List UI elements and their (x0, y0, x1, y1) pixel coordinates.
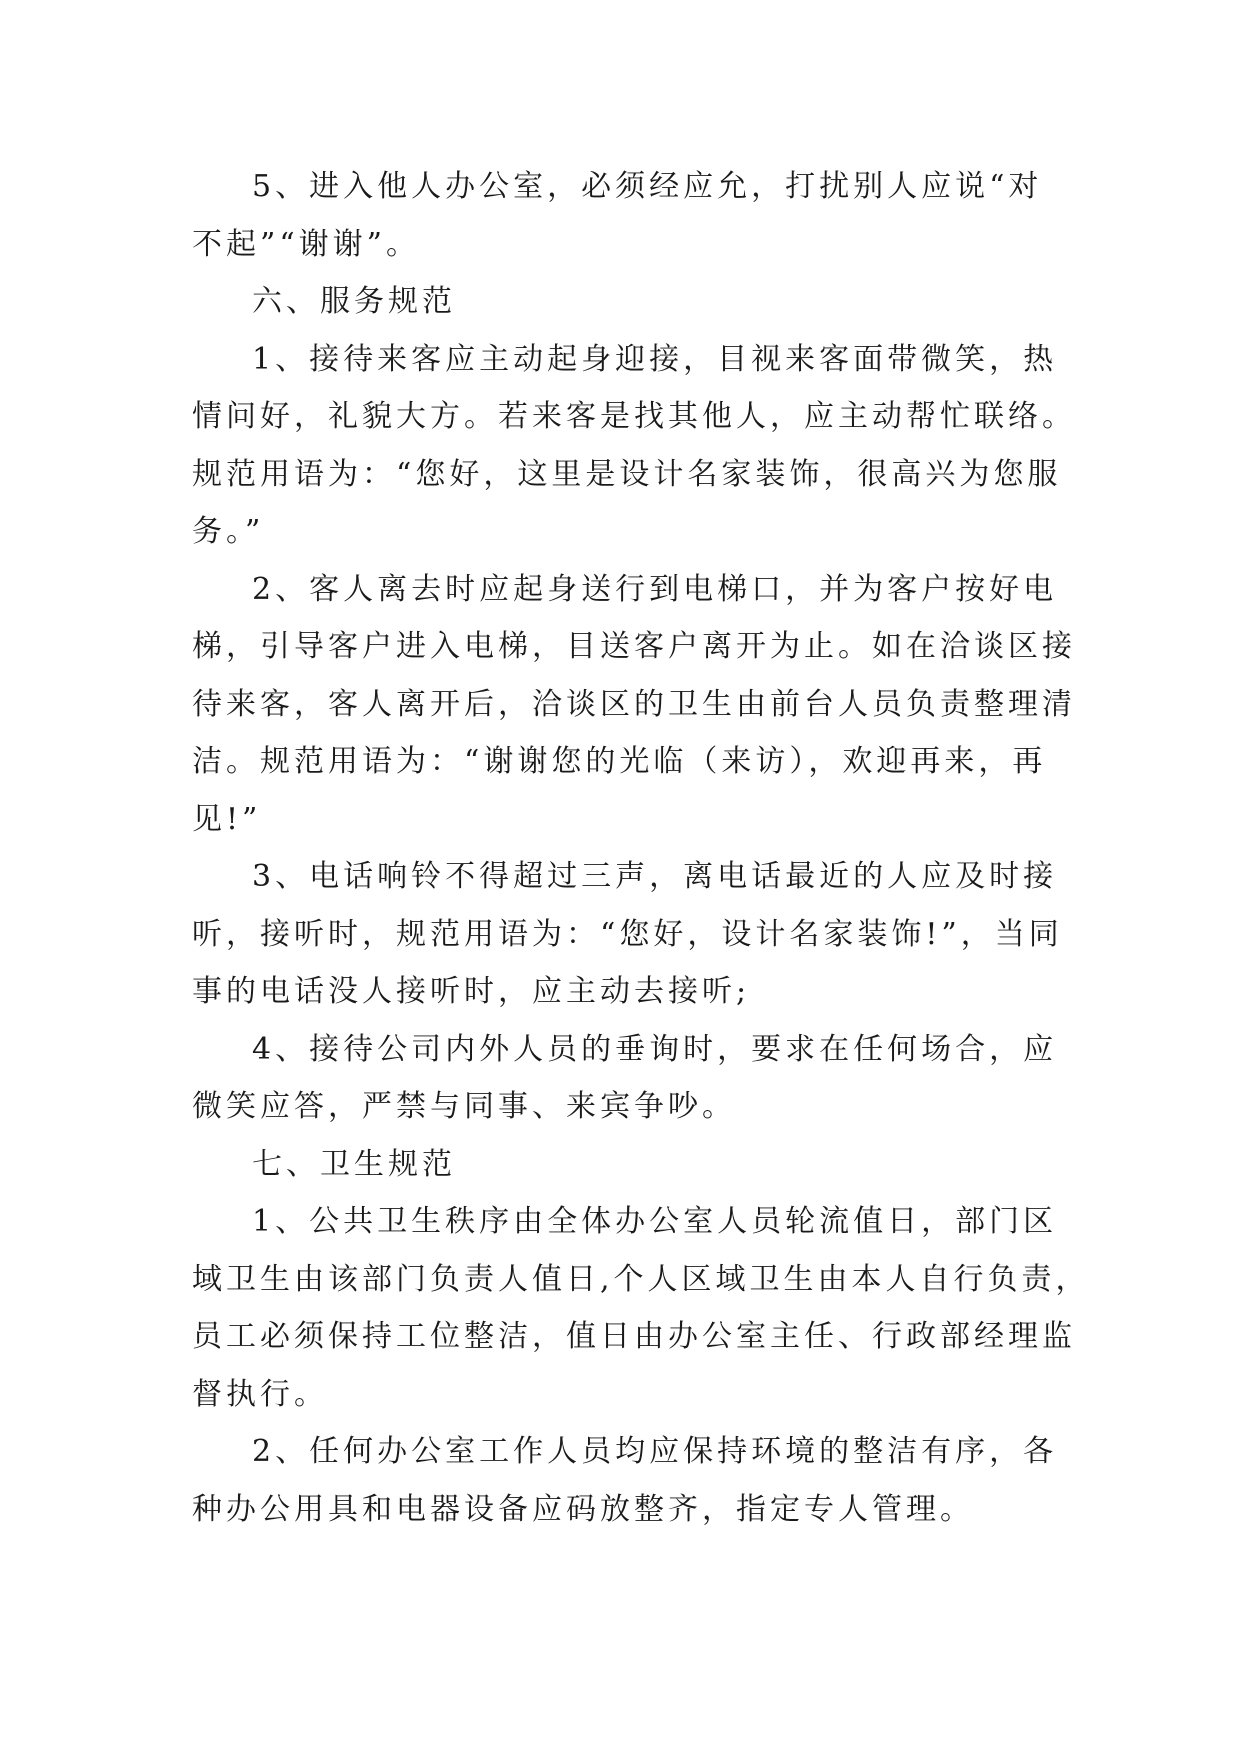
text-line: 3、电话响铃不得超过三声，离电话最近的人应及时接 (252, 859, 1058, 894)
text-line: 不起”“谢谢”。 (192, 226, 421, 262)
text-line: 2、客人离去时应起身送行到电梯口，并为客户按好电 (252, 571, 1058, 607)
paragraph-phone (192, 848, 1063, 1021)
paragraph-farewell (192, 561, 1076, 849)
paragraph-public-hygiene (192, 1193, 1090, 1423)
section-heading-service (192, 273, 1052, 331)
text-line: 情问好，礼貌大方。若来客是找其他人，应主动帮忙联络。 (192, 399, 1076, 434)
text-line: 务。” (192, 514, 265, 549)
text-line: 5、进入他人办公室，必须经应允，打扰别人应说“对 (252, 169, 1043, 204)
text-line: 种办公用具和电器设备应码放整齐，指定专人管理。 (192, 1491, 974, 1527)
text-line: 七、卫生规范 (252, 1146, 456, 1182)
text-line: 听，接听时，规范用语为：“您好，设计名家装饰!”，当同 (192, 916, 1063, 952)
text-line: 见!” (192, 801, 262, 837)
text-line: 微笑应答，严禁与同事、来宾争吵。 (192, 1089, 736, 1124)
text-line: 六、服务规范 (252, 284, 456, 319)
text-line: 洁。规范用语为：“谢谢您的光临（来访），欢迎再来，再 (192, 744, 1047, 779)
text-line: 1、公共卫生秩序由全体办公室人员轮流值日，部门区 (252, 1204, 1058, 1239)
text-line: 梯，引导客户进入电梯，目送客户离开为止。如在洽谈区接 (192, 629, 1076, 664)
paragraph-enter-office (192, 158, 1052, 273)
text-line: 待来客，客人离开后，洽谈区的卫生由前台人员负责整理清 (192, 686, 1076, 722)
text-line: 事的电话没人接听时，应主动去接听; (192, 974, 751, 1009)
text-line: 域卫生由该部门负责人值日,个人区域卫生由本人自行负责， (192, 1261, 1090, 1297)
text-line: 1、接待来客应主动起身迎接，目视来客面带微笑，热 (252, 341, 1058, 377)
text-line: 4、接待公司内外人员的垂询时，要求在任何场合，应 (252, 1031, 1058, 1067)
paragraph-inquiry (192, 1021, 1058, 1136)
text-line: 规范用语为：“您好，这里是设计名家装饰，很高兴为您服 (192, 456, 1062, 492)
paragraph-tidiness (192, 1423, 1058, 1538)
document-body (192, 158, 1090, 1538)
text-line: 员工必须保持工位整洁，值日由办公室主任、行政部经理监 (192, 1319, 1076, 1354)
text-line: 督执行。 (192, 1376, 328, 1412)
text-line: 2、任何办公室工作人员均应保持环境的整洁有序，各 (252, 1434, 1058, 1469)
section-heading-hygiene (192, 1136, 1052, 1194)
paragraph-reception (192, 331, 1076, 561)
